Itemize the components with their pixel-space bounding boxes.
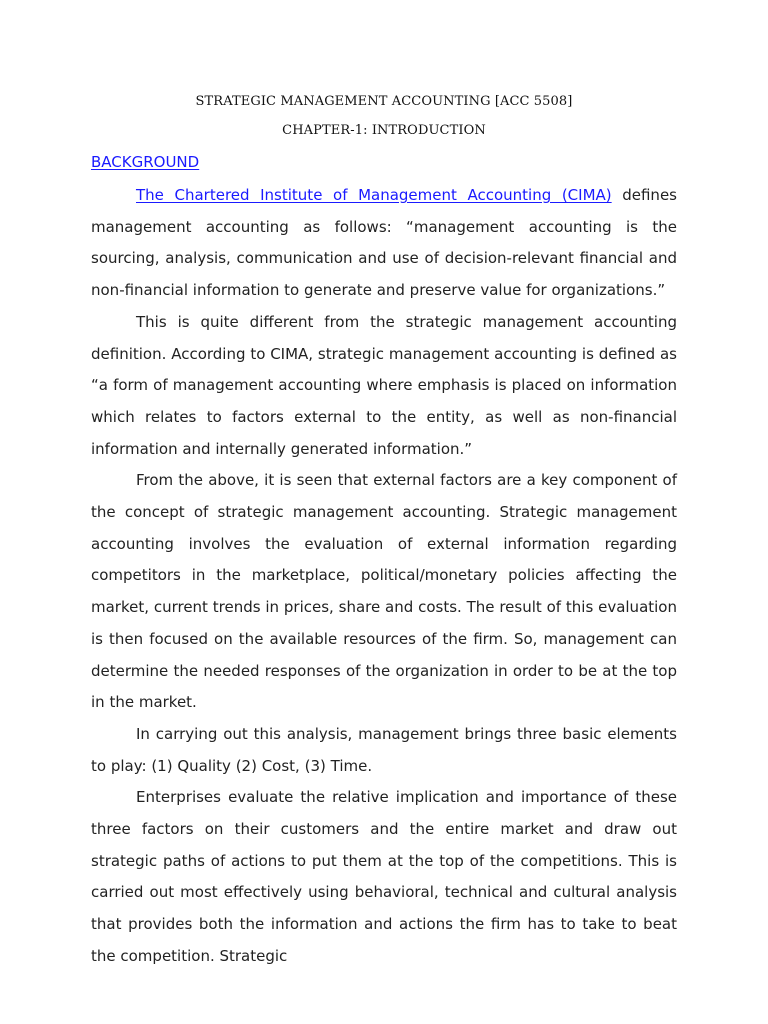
body-text xyxy=(91,180,677,973)
paragraph-2: This is quite different from the strategic management accounting definition. According to CIMA, strategic management accounting is defined as “a form of management accounting where emphasis is placed on information which relates to factors external to the entity, as well as non-financial information and internally generated information.” xyxy=(91,312,677,458)
paragraph-3: From the above, it is seen that external factors are a key component of the concept of strategic management accounting. Strategic management accounting involves the evaluation of external information regarding competitors in the marketplace, political/monetary policies affecting the market, current trends in prices, share and costs. The result of this evaluation is then focused on the available resources of the firm. So, management can determine the needed responses of the organization in order to be at the top in the market. xyxy=(91,471,677,712)
paragraph-5: Enterprises evaluate the relative implication and importance of these three factors on their customers and the entire market and draw out strategic paths of actions to put them at the top of the competitions. This is carried out most effectively using behavioral, technical and cultural analysis that provides both the information and actions the firm has to take to beat the competition. Strategic xyxy=(91,788,677,965)
section-heading-background[interactable]: BACKGROUND xyxy=(91,153,200,171)
paragraph-4: In carrying out this analysis, management brings three basic elements to play: (1) Quality (2) Cost, (3) Time. xyxy=(91,724,677,775)
document-title: STRATEGIC MANAGEMENT ACCOUNTING [ACC 5508] xyxy=(195,94,573,109)
chapter-heading: CHAPTER-1: INTRODUCTION xyxy=(282,123,486,138)
cima-link[interactable]: The Chartered Institute of Management Accounting (CIMA) xyxy=(136,186,612,204)
paragraph-1 xyxy=(91,180,677,307)
paragraph-1-text: defines management accounting as follows: “management accounting is the sourcing, analysis, communication and use of decision-relevant financial and non-financial information to generate and preserve value for organizations.” xyxy=(91,186,677,300)
